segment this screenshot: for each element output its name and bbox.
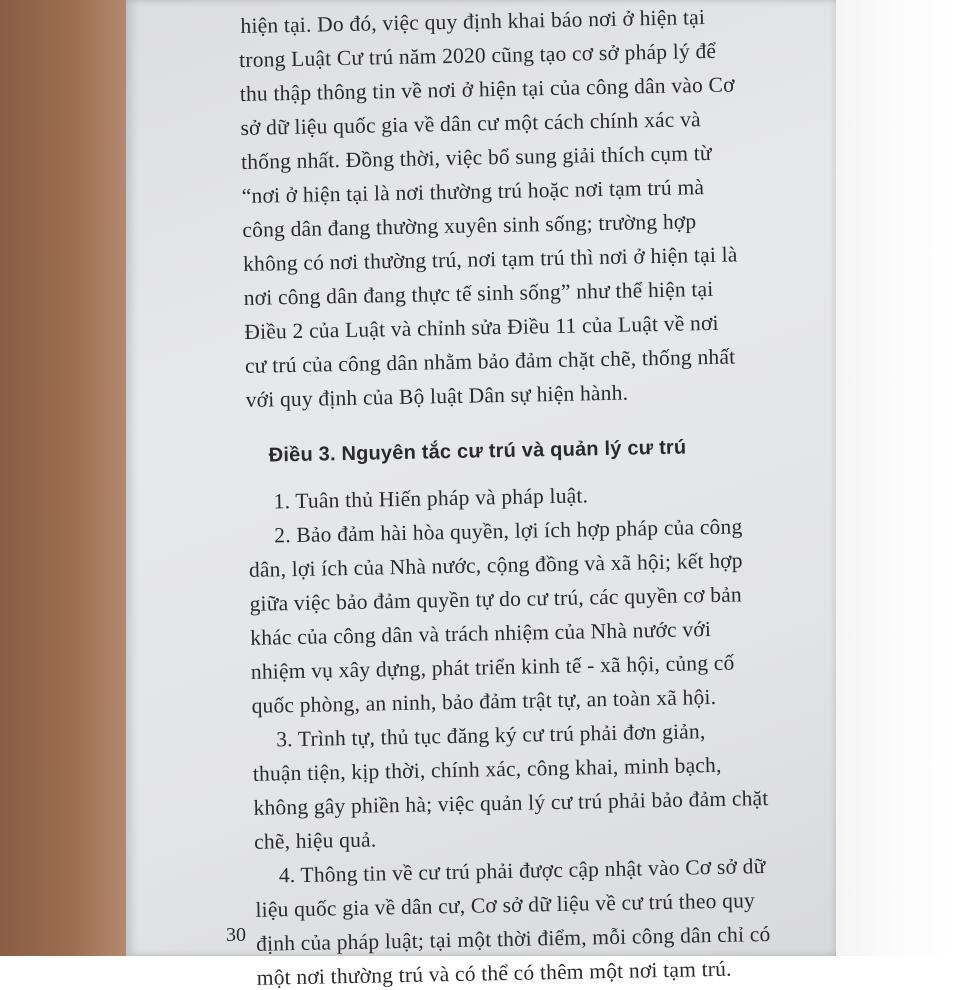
text-line: Điều 2 của Luật và chỉnh sửa Điều 11 của Luật về nơi [244,310,719,344]
background-right [832,0,956,956]
text-line: với quy định của Bộ luật Dân sự hiện hành. [245,380,629,412]
text-line: 2. Bảo đảm hài hòa quyền, lợi ích hợp pháp của công [274,514,743,548]
text-line: không gây phiền hà; việc quản lý cư trú phải bảo đảm chặt [253,785,769,820]
text-line: sở dữ liệu quốc gia về dân cư một cách chính xác và [240,107,701,140]
text-line: 1. Tuân thủ Hiến pháp và pháp luật. [273,483,589,514]
text-line: chẽ, hiệu quả. [253,827,377,854]
text-line: thuận tiện, kịp thời, chính xác, công khai, minh bạch, [252,752,722,786]
text-line: công dân đang thường xuyên sinh sống; trường hợp [242,209,697,242]
text-line: nơi công dân đang thực tế sinh sống” như thể hiện tại [243,276,714,310]
text-line: nhiệm vụ xây dựng, phát triển kinh tế - xã hội, củng cố [250,650,735,684]
article-heading: Điều 3. Nguyên tắc cư trú và quản lý cư trú [268,436,687,467]
text-line: thống nhất. Đồng thời, việc bổ sung giải thích cụm từ [240,140,712,174]
text-line: 3. Trình tự, thủ tục đăng ký cư trú phải đơn giản, [275,719,706,752]
text-line: dân, lợi ích của Nhà nước, cộng đồng và xã hội; kết hợp [248,548,743,582]
text-line: không có nơi thường trú, nơi tạm trú thì nơi ở hiện tại là [242,242,738,276]
text-line: liệu quốc gia về dân cư, Cơ sở dữ liệu về cư trú theo quy [255,888,756,922]
text-line: một nơi thường trú và có thể có thêm một nơi tạm trú. [256,956,732,990]
text-line: “nơi ở hiện tại là nơi thường trú hoặc nơi tạm trú mà [241,175,705,208]
text-line: quốc phòng, an ninh, bảo đảm trật tự, an toàn xã hội. [251,684,717,718]
text-line: giữa việc bảo đảm quyền tự do cư trú, các quyền cơ bản [249,582,743,616]
text-line: 4. Thông tin về cư trú phải được cập nhật vào Cơ sở dữ [278,854,766,888]
text-line: khác của công dân và trách nhiệm của Nhà nước với [250,617,712,650]
text-line: cư trú của công dân nhằm bảo đảm chặt chẽ, thống nhất [244,344,736,378]
text-line: định của pháp luật; tại một thời điểm, mỗi công dân chỉ có [255,921,771,956]
page-number: 30 [226,924,246,946]
table-surface-left [0,0,128,956]
text-line: trong Luật Cư trú năm 2020 cũng tạo cơ sở pháp lý để [238,38,717,72]
text-line: hiện tại. Do đó, việc quy định khai báo nơi ở hiện tại [240,5,706,38]
text-line: thu thập thông tin về nơi ở hiện tại của công dân vào Cơ [239,72,735,106]
